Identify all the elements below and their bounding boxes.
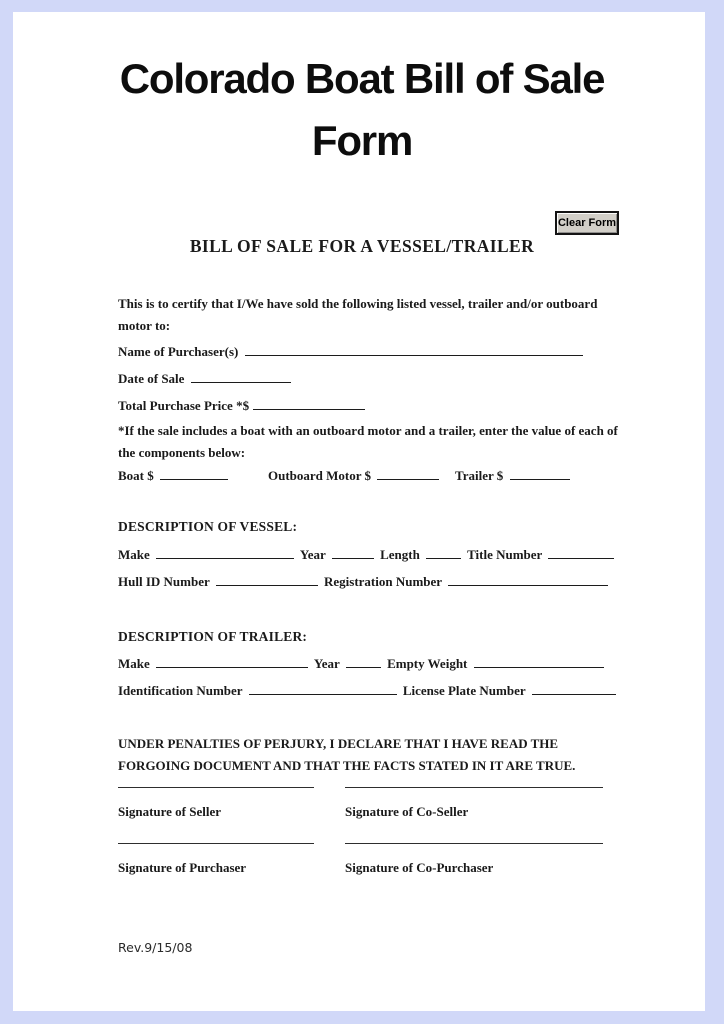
intro-line1: This is to certify that I/We have sold the following listed vessel, trailer and/or outboard xyxy=(118,296,598,311)
total-price-row xyxy=(118,396,368,414)
page-title-line1: Colorado Boat Bill of Sale xyxy=(119,55,605,102)
co-purchaser-signature-line[interactable] xyxy=(345,843,603,844)
note-line1: *If the sale includes a boat with an outboard motor and a trailer, enter the value of each of xyxy=(118,423,618,438)
trailer-year-label: Year xyxy=(313,656,340,671)
date-of-sale-row xyxy=(118,369,294,387)
vessel-section-heading: DESCRIPTION OF VESSEL: xyxy=(118,519,298,534)
license-plate-label: License Plate Number xyxy=(402,683,526,698)
vessel-make-label: Make xyxy=(118,547,150,562)
boat-value-label: Boat $ xyxy=(118,468,154,483)
trailer-make-row xyxy=(118,654,607,672)
registration-label: Registration Number xyxy=(324,574,442,589)
note-line2: the components below: xyxy=(118,445,246,460)
purchaser-signature-label: Signature of Purchaser xyxy=(118,860,247,875)
purchaser-name-field[interactable] xyxy=(245,342,583,356)
license-plate-field[interactable] xyxy=(532,681,616,695)
identification-label: Identification Number xyxy=(118,683,243,698)
perjury-line2: FORGOING DOCUMENT AND THAT THE FACTS STATED IN IT ARE TRUE. xyxy=(118,758,576,773)
page-title xyxy=(0,48,724,172)
total-price-label: Total Purchase Price *$ xyxy=(118,398,250,413)
form-heading: BILL OF SALE FOR A VESSEL/TRAILER xyxy=(189,236,535,256)
vessel-make-row xyxy=(118,545,617,563)
seller-signature-line[interactable] xyxy=(118,787,314,788)
boat-value-group xyxy=(118,466,231,484)
seller-signature-label: Signature of Seller xyxy=(118,804,222,819)
empty-weight-label: Empty Weight xyxy=(387,656,468,671)
trailer-make-field[interactable] xyxy=(156,654,308,668)
outboard-value-field[interactable] xyxy=(377,466,439,480)
hull-id-field[interactable] xyxy=(216,572,318,586)
registration-field[interactable] xyxy=(448,572,608,586)
hull-id-label: Hull ID Number xyxy=(118,574,210,589)
date-of-sale-field[interactable] xyxy=(191,369,291,383)
co-seller-signature-label: Signature of Co-Seller xyxy=(345,804,469,819)
outboard-value-label: Outboard Motor $ xyxy=(268,468,372,483)
clear-form-button[interactable]: Clear Form xyxy=(555,211,619,235)
purchaser-label: Name of Purchaser(s) xyxy=(118,344,239,359)
total-price-field[interactable] xyxy=(253,396,365,410)
purchaser-signature-line[interactable] xyxy=(118,843,314,844)
perjury-line1: UNDER PENALTIES OF PERJURY, I DECLARE THAT I HAVE READ THE xyxy=(118,736,559,751)
vessel-title-number-field[interactable] xyxy=(548,545,614,559)
trailer-value-group xyxy=(455,466,573,484)
trailer-value-label: Trailer $ xyxy=(455,468,504,483)
trailer-section-heading: DESCRIPTION OF TRAILER: xyxy=(118,629,308,644)
vessel-title-number-label: Title Number xyxy=(467,547,543,562)
vessel-make-field[interactable] xyxy=(156,545,294,559)
vessel-year-field[interactable] xyxy=(332,545,374,559)
boat-value-field[interactable] xyxy=(160,466,228,480)
trailer-value-field[interactable] xyxy=(510,466,570,480)
vessel-length-field[interactable] xyxy=(426,545,461,559)
trailer-id-row xyxy=(118,681,619,699)
vessel-length-label: Length xyxy=(380,547,420,562)
trailer-make-label: Make xyxy=(118,656,150,671)
vessel-year-label: Year xyxy=(299,547,326,562)
identification-field[interactable] xyxy=(249,681,397,695)
co-seller-signature-line[interactable] xyxy=(345,787,603,788)
revision-note: Rev.9/15/08 xyxy=(118,940,193,955)
trailer-year-field[interactable] xyxy=(346,654,381,668)
date-of-sale-label: Date of Sale xyxy=(118,371,185,386)
page-title-line2: Form xyxy=(311,117,413,164)
vessel-id-row xyxy=(118,572,611,590)
co-purchaser-signature-label: Signature of Co-Purchaser xyxy=(345,860,494,875)
intro-line2: motor to: xyxy=(118,318,171,333)
empty-weight-field[interactable] xyxy=(474,654,604,668)
purchaser-row xyxy=(118,342,586,360)
outboard-value-group xyxy=(268,466,442,484)
